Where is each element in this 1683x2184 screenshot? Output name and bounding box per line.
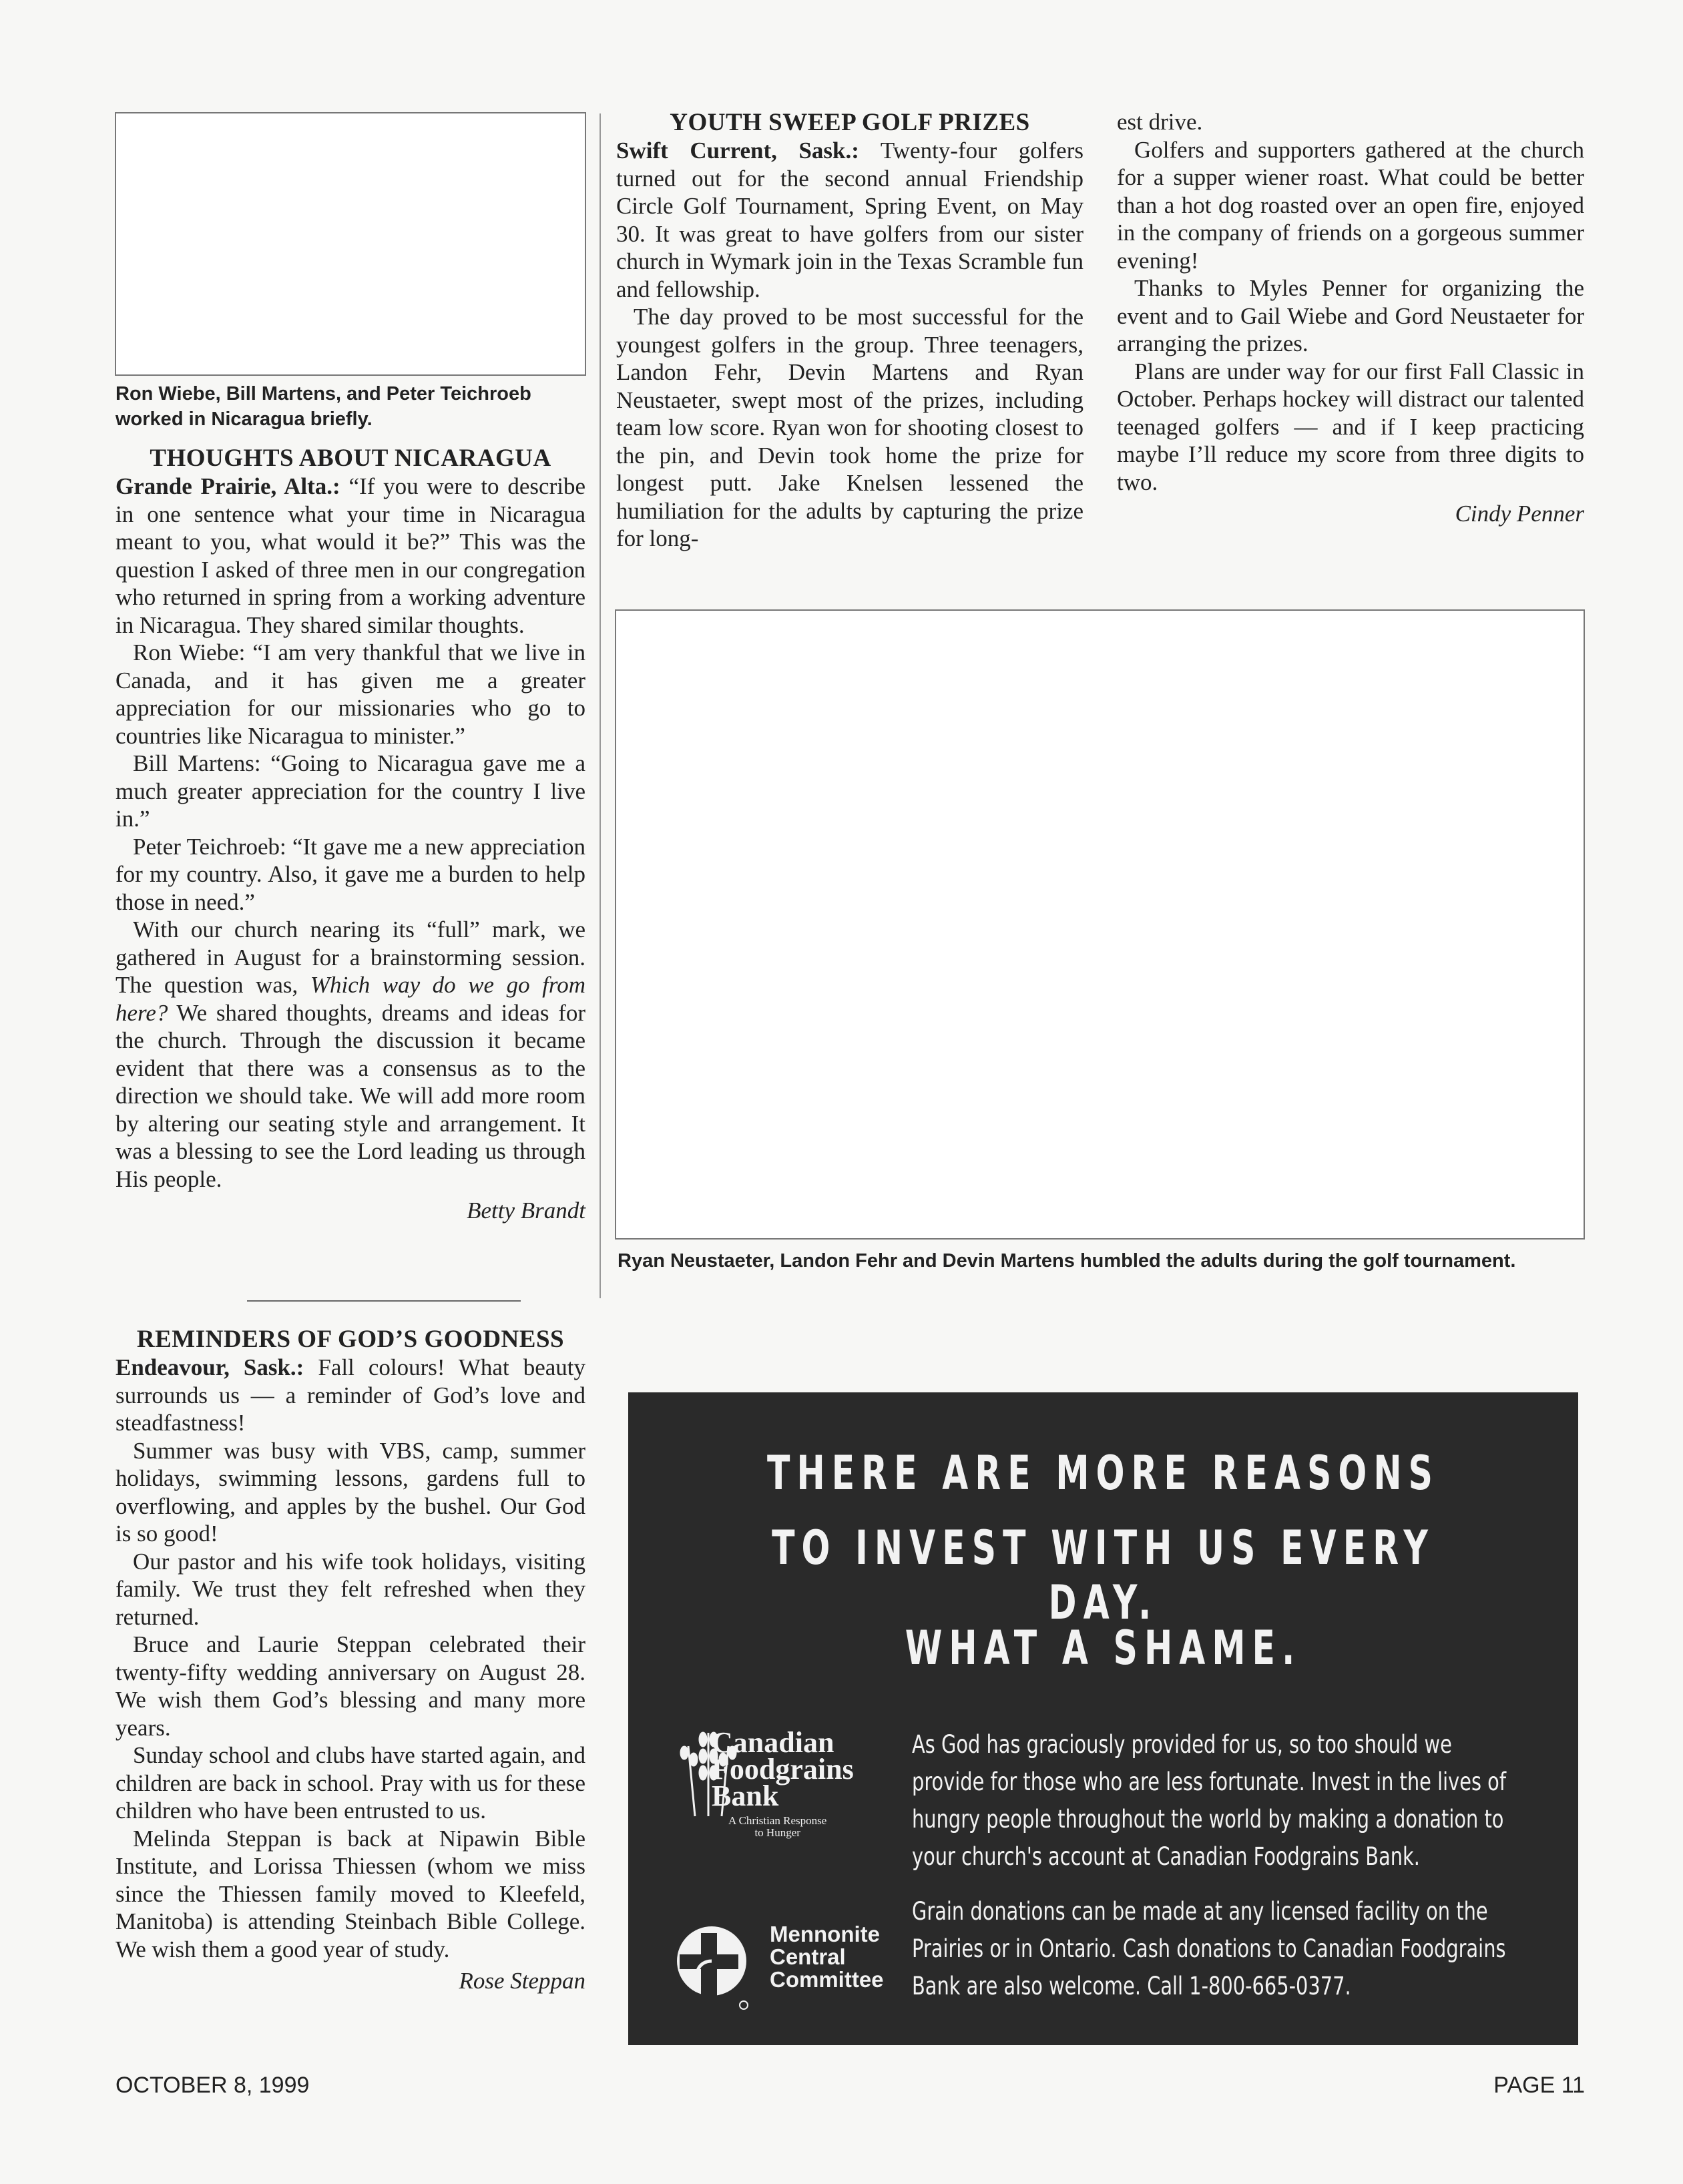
- signature: Rose Steppan: [459, 1968, 585, 1994]
- dateline: Endeavour, Sask.:: [115, 1354, 304, 1380]
- foodgrains-logo-text: Canadian Foodgrains Bank: [712, 1726, 854, 1812]
- page-number: PAGE 11: [1493, 2073, 1585, 2098]
- paragraph: Bruce and Laurie Steppan celebrated their twenty-fifty wedding anniversary on August 28. We wish them God’s blessing and many more years.: [115, 1631, 585, 1741]
- paragraph: With our church nearing its “full” mark, we gathered in August for a brainstorming session. The question was, Which way do we go from here? We shared thoughts, dreams and ideas for the church. Through the discussion it became evident that there was a consensus as to the direction we should take. We will add more room by altering our seating style and arrangement. It was a blessing to see the Lord leading us through His people.: [115, 916, 585, 1192]
- foodgrains-advertisement: [628, 1392, 1578, 2045]
- signature: Cindy Penner: [1455, 501, 1584, 527]
- paragraph: Melinda Steppan is back at Nipawin Bible Institute, and Lorissa Thiessen (whom we miss since the Thiessen family moved to Kleefeld, Manitoba) is attending Steinbach Bible College. We wish them a good year of study.: [115, 1825, 585, 1962]
- dateline: Grande Prairie, Alta.:: [115, 473, 340, 499]
- paragraph: Peter Teichroeb: “It gave me a new appreciation for my country. Also, it gave me a burden to help those in need.”: [115, 833, 585, 915]
- article-divider: [247, 1300, 521, 1302]
- dateline: Swift Current, Sask.:: [616, 138, 859, 164]
- ad-body-paragraph-1: As God has graciously provided for us, so too should we provide for those who are less fortunate. Invest in the lives of hungry people throughout the world by making a donation to your church's account at Canadian Foodgrains Bank.: [912, 1730, 1507, 1871]
- article-golf: [616, 108, 1084, 553]
- signature: Betty Brandt: [467, 1197, 585, 1223]
- mcc-logo-text: Mennonite Central Committee: [770, 1922, 884, 1992]
- paragraph: Thanks to Myles Penner for organizing the event and to Gail Wiebe and Gord Neustaeter for arranging the prizes.: [1117, 275, 1584, 356]
- golf-photo: [615, 609, 1585, 1240]
- paragraph: Plans are under way for our first Fall Classic in October. Perhaps hockey will distract our talented teenaged golfers — and if I keep practicing maybe I’ll reduce my score from three digits to two.: [1117, 358, 1584, 495]
- paragraph: Grande Prairie, Alta.: “If you were to describe in one sentence what your time in Nicaragua meant to you, what would it be?” This was the question I asked of three men in our congregation who returned in spring from a working adventure in Nicaragua. They shared similar thoughts.: [115, 473, 585, 638]
- ad-headline-3: WHAT A SHAME.: [905, 1621, 1302, 1675]
- column-divider: [599, 113, 601, 1298]
- article-reminders: [115, 1325, 585, 1995]
- paragraph: Our pastor and his wife took holidays, visiting family. We trust they felt refreshed when they returned.: [115, 1548, 585, 1630]
- ad-headline-1: THERE ARE MORE REASONS: [767, 1446, 1439, 1500]
- article-nicaragua: [115, 444, 585, 1225]
- headline-nicaragua: THOUGHTS ABOUT NICARAGUA: [150, 445, 551, 472]
- paragraph: Swift Current, Sask.: Twenty-four golfers turned out for the second annual Friendship Circle Golf Tournament, Spring Event, on May 30. It was great to have golfers from our sister church in Wymark join in the Texas Scramble fun and fellowship.: [616, 138, 1084, 302]
- paragraph: Golfers and supporters gathered at the church for a supper wiener roast. What could be better than a hot dog roasted over an open fire, enjoyed in the company of friends on a gorgeous summer evening!: [1117, 136, 1584, 274]
- paragraph: est drive.: [1117, 109, 1203, 135]
- nicaragua-photo-caption: Ron Wiebe, Bill Martens, and Peter Teichroeb worked in Nicaragua briefly.: [115, 383, 531, 430]
- ad-body-paragraph-2: Grain donations can be made at any licensed facility on the Prairies or in Ontario. Cash donations to Canadian Foodgrains Bank are also welcome. Call 1-800-665-0377.: [912, 1897, 1506, 2000]
- article-golf-continued: [1117, 108, 1584, 528]
- paragraph: The day proved to be most successful for the youngest golfers in the group. Three teenagers, Landon Fehr, Devin Martens and Ryan Neustaeter, swept most of the prizes, including team low score. Ryan won for shooting closest to the pin, and Devin took home the prize for longest putt. Jake Knelsen lessened the humiliation for the adults by capturing the prize for long-: [616, 304, 1084, 551]
- paragraph: Bill Martens: “Going to Nicaragua gave me a much greater appreciation for the country I live in.”: [115, 750, 585, 832]
- nicaragua-photo: [115, 112, 586, 376]
- foodgrains-tagline: A Christian Response to Hunger: [728, 1814, 827, 1839]
- golf-photo-caption: Ryan Neustaeter, Landon Fehr and Devin Martens humbled the adults during the golf tournament.: [618, 1250, 1516, 1272]
- headline-golf: YOUTH SWEEP GOLF PRIZES: [670, 109, 1030, 136]
- paragraph: Sunday school and clubs have started again, and children are back in school. Pray with us for these children who have been entrusted to us.: [115, 1742, 585, 1824]
- mcc-logo-icon: [672, 1920, 758, 2013]
- headline-reminders: REMINDERS OF GOD’S GOODNESS: [136, 1326, 565, 1353]
- paragraph: Ron Wiebe: “I am very thankful that we live in Canada, and it has given me a greater appreciation for our missionaries who go to countries like Nicaragua to minister.”: [115, 639, 585, 749]
- paragraph: Summer was busy with VBS, camp, summer holidays, swimming lessons, gardens full to overflowing, and apples by the bushel. Our God is so good!: [115, 1437, 585, 1547]
- ad-headline-2: TO INVEST WITH US EVERY DAY.: [772, 1521, 1435, 1630]
- issue-date: OCTOBER 8, 1999: [115, 2073, 310, 2098]
- paragraph: Endeavour, Sask.: Fall colours! What beauty surrounds us — a reminder of God’s love and steadfastness!: [115, 1354, 586, 1436]
